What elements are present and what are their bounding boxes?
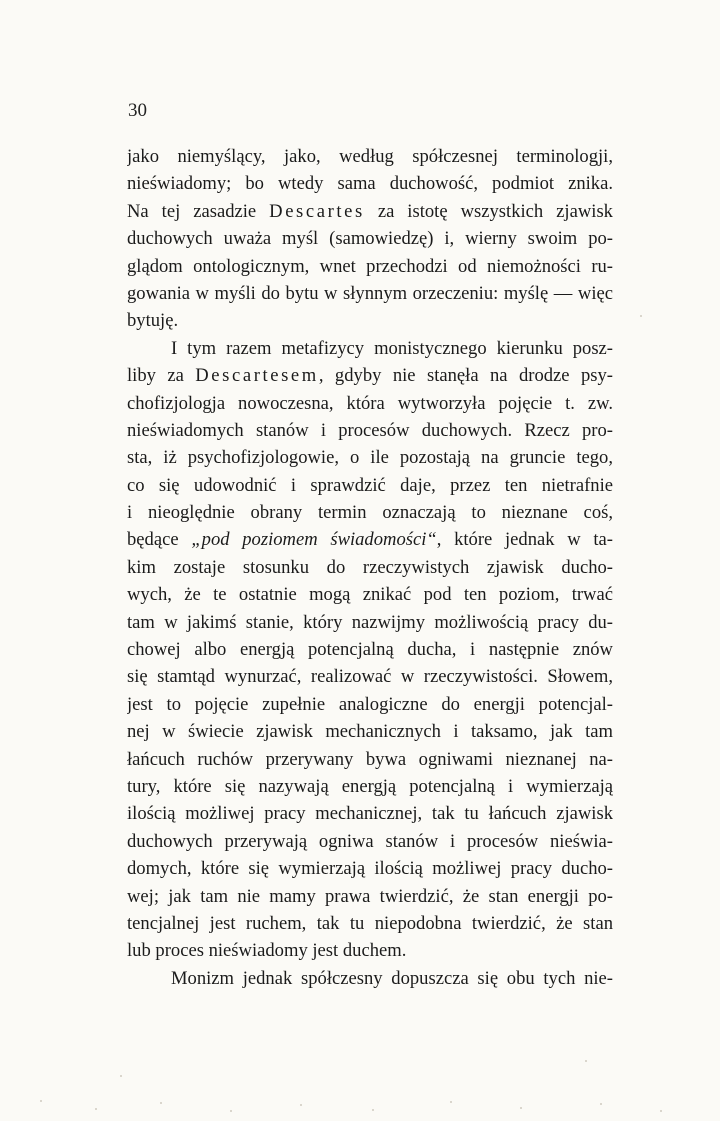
paper-speck [520, 1107, 522, 1109]
text-run: duchowych uważa myśl (samowiedzę) i, wierny swoim po- [127, 228, 613, 250]
paper-speck [600, 1103, 602, 1105]
text-line [127, 855, 613, 882]
text-line [127, 307, 613, 334]
text-run: wych, że te ostatnie mogą znikać pod ten poziom, trwać [127, 584, 613, 606]
text-line [127, 609, 613, 636]
paper-speck [640, 315, 642, 317]
paper-speck [160, 1102, 162, 1104]
text-run: bytuję. [127, 310, 179, 332]
text-run: ilością możliwej pracy mechanicznej, tak tu łańcuch zjawisk [127, 803, 613, 825]
text-run: się stamtąd wynurzać, realizować w rzeczywistości. Słowem, [127, 666, 613, 688]
text-run: co się udowodnić i sprawdzić daje, przez ten nietrafnie [127, 474, 613, 496]
text-line [127, 636, 613, 663]
text-line [127, 663, 613, 690]
spaced-name: Descartesem [195, 365, 319, 387]
text-run: łańcuch ruchów przerywany bywa ogniwami nieznanej na- [127, 748, 613, 770]
paper-speck [585, 1060, 587, 1062]
text-line [127, 280, 613, 307]
paragraph [127, 335, 613, 965]
text-line [127, 472, 613, 499]
text-run: nieświadomych stanów i procesów duchowych. Rzecz pro- [127, 419, 613, 441]
text-run: kim zostaje stosunku do rzeczywistych zjawisk ducho- [127, 556, 613, 578]
text-run: liby za [127, 365, 196, 387]
text-run: gowania w myśli do bytu w słynnym orzeczeniu: myślę — więc [127, 282, 613, 304]
paper-speck [120, 1075, 122, 1077]
text-run: Na tej zasadzie [127, 200, 270, 222]
text-line [127, 828, 613, 855]
text-run: nieświadomy; bo wtedy sama duchowość, podmiot znika. [127, 173, 613, 195]
body-text [127, 143, 613, 992]
paper-speck [230, 1110, 232, 1112]
paper-speck [660, 1110, 662, 1112]
text-line [127, 581, 613, 608]
text-line [127, 170, 613, 197]
text-line [127, 773, 613, 800]
text-run: duchowych przerywają ogniwa stanów i procesów nieświa- [127, 830, 613, 852]
page-number: 30 [128, 100, 147, 121]
text-line [127, 225, 613, 252]
paper-speck [95, 1108, 97, 1110]
text-line [127, 800, 613, 827]
paper-speck [372, 1109, 374, 1111]
text-run: jest to pojęcie zupełnie analogiczne do energji potencjal- [127, 693, 613, 715]
text-line [127, 143, 613, 170]
text-run: nej w świecie zjawisk mechanicznych i taksamo, jak tam [127, 721, 613, 743]
text-run: domych, które się wymierzają ilością możliwej pracy ducho- [127, 858, 613, 880]
paragraph [127, 143, 613, 335]
text-line [127, 910, 613, 937]
text-run: jako niemyślący, jako, według spółczesnej terminologji, [127, 146, 613, 167]
text-line [127, 253, 613, 280]
text-run: za istotę wszystkich zjawisk [364, 200, 613, 222]
text-line [127, 718, 613, 745]
paragraph [127, 965, 613, 992]
text-run: Monizm jednak spółczesny dopuszcza się obu tych nie- [171, 967, 613, 989]
text-run: lub proces nieświadomy jest duchem. [127, 940, 407, 962]
text-run: tury, które się nazywają energją potencjalną i wymierzają [127, 775, 613, 797]
text-run: tencjalnej jest ruchem, tak tu niepodobna twierdzić, że stan [127, 912, 613, 934]
text-run: I tym razem metafizycy monistycznego kierunku posz- [171, 337, 613, 359]
text-line [127, 335, 613, 362]
text-line [127, 444, 613, 471]
paper-speck [40, 1100, 42, 1102]
text-line [127, 499, 613, 526]
text-line [127, 362, 613, 389]
text-run: i nieoględnie obrany termin oznaczają to nieznane coś, [127, 502, 613, 524]
text-run: chowej albo energją potencjalną ducha, i następnie znów [127, 639, 613, 661]
text-line [127, 198, 613, 225]
text-run: chofizjologja nowoczesna, która wytworzyła pojęcie t. zw. [127, 392, 613, 414]
text-line [127, 526, 613, 553]
text-run: sta, iż psychofizjologowie, o ile pozostają na gruncie tego, [127, 447, 613, 469]
text-line [127, 937, 613, 964]
paper-speck [450, 1101, 452, 1103]
text-line [127, 883, 613, 910]
text-line [127, 965, 613, 992]
text-run: glądom ontologicznym, wnet przechodzi od niemożności ru- [127, 255, 613, 277]
text-line [127, 746, 613, 773]
text-run: będące [127, 529, 192, 551]
paper-speck [300, 1104, 302, 1106]
text-line [127, 554, 613, 581]
text-line [127, 390, 613, 417]
text-run: , gdyby nie stanęła na drodze psy- [318, 365, 613, 387]
text-line [127, 417, 613, 444]
text-line [127, 691, 613, 718]
text-run: wej; jak tam nie mamy prawa twierdzić, że stan energji po- [127, 885, 613, 907]
spaced-name: Descartes [269, 200, 365, 222]
text-run: , które jednak w ta- [436, 529, 613, 551]
italic-phrase: „pod poziomem świadomości“ [191, 529, 437, 551]
text-run: tam w jakimś stanie, który nazwijmy możliwością pracy du- [127, 611, 613, 633]
